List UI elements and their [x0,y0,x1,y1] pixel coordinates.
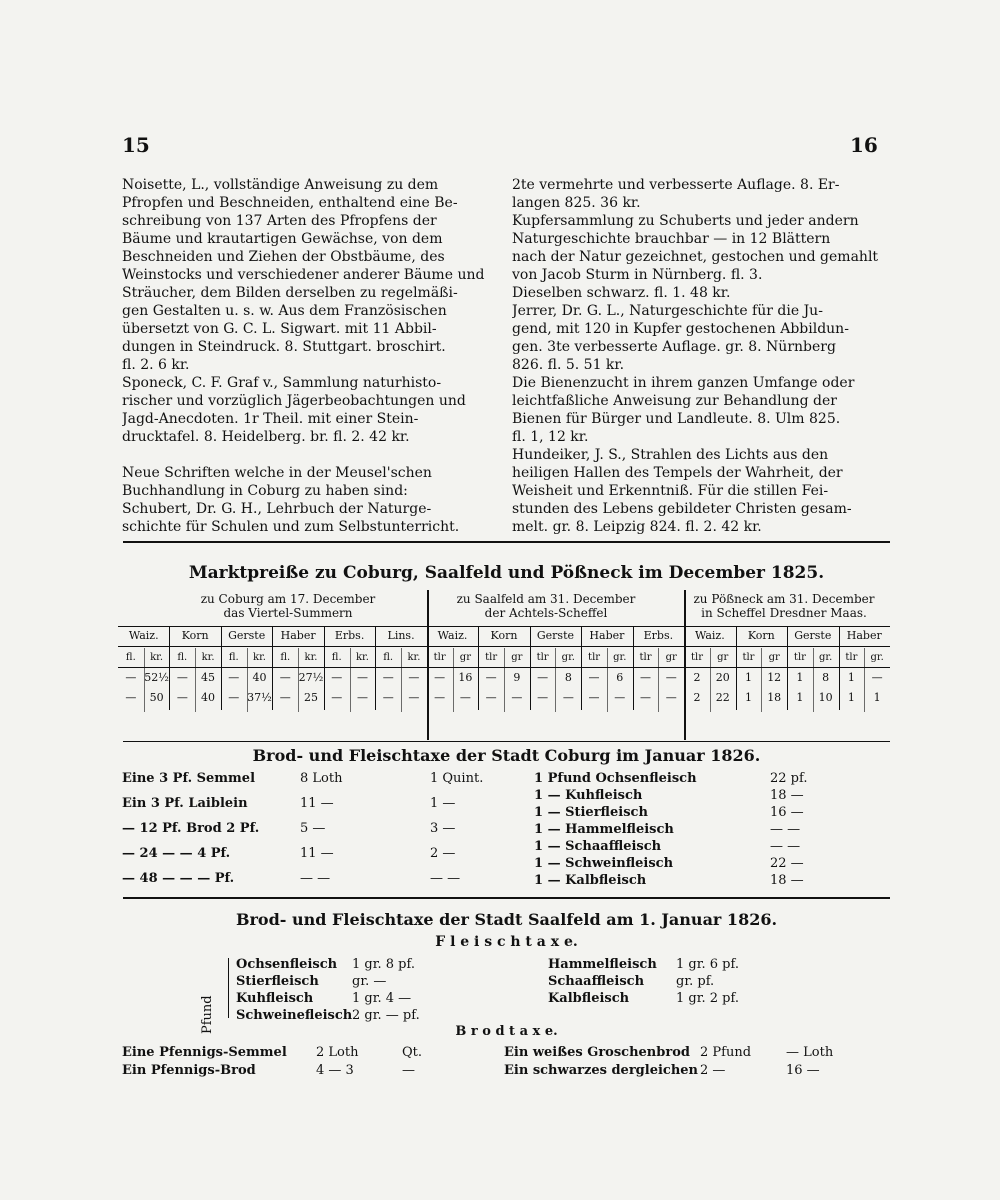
price-cell: 16 [458,671,473,684]
unit-header: gr. [870,652,884,663]
bread-weight: 11 — [300,796,334,811]
bread-tax-heading: B r o d t a x e. [455,1024,558,1039]
price-cell: 1 [796,691,804,704]
table-line [684,590,686,740]
text-line: Neue Schriften welche in der Meusel'schen [122,465,432,481]
table-line [736,626,737,710]
page-number-left: 15 [122,133,150,157]
meat-item: 1 — Schweinfleisch [534,856,674,871]
section-header: zu Pößneck am 31. December [693,592,875,606]
unit-header: gr. [561,652,575,663]
table-line [864,648,865,712]
meat-price: 22 pf. [770,771,808,786]
unit-header: gr. [819,652,833,663]
unit-header: fl. [280,652,291,663]
grain-header: Korn [747,629,775,642]
bread-weight: 11 — [300,846,334,861]
divider-rule [123,741,890,742]
bread-weight: 8 Loth [300,771,343,786]
table-line [221,626,222,710]
table-line [504,648,505,712]
meat-item: Ochsenfleisch [236,957,338,972]
text-line: Buchhandlung in Coburg zu haben sind: [122,483,408,499]
unit-header: fl. [331,652,342,663]
table-line [555,648,556,712]
price-cell: — [331,671,343,684]
text-line: Bienen für Bürger und Landleute. 8. Ulm 825. [512,411,841,427]
table-line [298,648,299,712]
grain-header: Erbs. [334,629,365,642]
grain-header: Korn [181,629,209,642]
table-line [761,648,762,712]
table-line [401,648,402,712]
table-line [581,626,582,710]
price-cell: — [382,671,394,684]
price-cell: 25 [303,691,318,704]
divider-rule [123,541,890,543]
unit-header: tlr [588,652,601,663]
bread-item: — 48 — — — Pf. [122,871,235,886]
table-line [144,648,145,712]
price-cell: — [459,691,471,704]
text-line: gend, mit 120 in Kupfer gestochenen Abbildun- [512,321,849,337]
meat-price: 16 — [770,805,804,820]
meat-price: 18 — [770,873,804,888]
text-line: Schubert, Dr. G. H., Lehrbuch der Naturge- [122,501,432,517]
unit-header: fl. [125,652,136,663]
price-cell: 18 [767,691,782,704]
grain-header: Haber [280,629,316,642]
price-cell: — [279,691,291,704]
table-line [427,590,429,740]
meat-item: 1 — Kuhfleisch [534,788,643,803]
unit-header: kr. [201,652,215,663]
text-line: schreibung von 137 Arten des Pfropfens der [122,213,437,229]
price-cell: 27½ [298,671,324,684]
bread-weight: 2 — [700,1063,726,1078]
text-line: übersetzt von G. C. L. Sigwart. mit 11 Abbil- [122,321,437,337]
meat-item: 1 Pfund Ochsenfleisch [534,771,697,786]
price-cell: 8 [564,671,572,684]
price-cell: — [562,691,574,704]
price-cell: — [485,671,497,684]
meat-price: gr. — [352,974,387,989]
meat-item: Stierfleisch [236,974,319,989]
price-cell: 12 [767,671,782,684]
bread-item: Ein weißes Groschenbrod [504,1045,690,1060]
market-title: Marktpreiße zu Coburg, Saalfeld und Pößneck im December 1825. [188,563,825,583]
grain-header: Erbs. [643,629,674,642]
price-cell: 2 [693,671,701,684]
table-line [478,626,479,710]
text-line: Sponeck, C. F. Graf v., Sammlung naturhisto- [122,375,442,391]
price-cell: — [434,671,446,684]
section-subheader: in Scheffel Dresdner Maas. [701,606,867,620]
bread-quint: 1 Quint. [430,771,484,786]
price-cell: — [665,671,677,684]
bread-quint: 3 — [430,821,456,836]
text-line: von Jacob Sturm in Nürnberg. fl. 3. [512,267,763,283]
text-line: Sträucher, dem Bilden derselben zu regelmäßi- [122,285,458,301]
bread-item: — 24 — — 4 Pf. [122,846,231,861]
unit-header: gr [459,652,471,663]
grain-header: Waiz. [437,629,468,642]
price-cell: 9 [513,671,521,684]
price-cell: 6 [616,671,624,684]
grain-header: Haber [846,629,882,642]
text-line: leichtfaßliche Anweisung zur Behandlung der [512,393,837,409]
text-line: Jerrer, Dr. G. L., Naturgeschichte für die Ju- [512,303,823,319]
table-line [247,648,248,712]
section-header: zu Coburg am 17. December [200,592,376,606]
meat-item: 1 — Schaaffleisch [534,839,662,854]
grain-header: Haber [589,629,625,642]
text-line: stunden des Lebens gebildeter Christen gesam- [512,501,852,517]
left-column [122,176,502,536]
meat-item: 1 — Stierfleisch [534,805,648,820]
table-line [710,648,711,712]
price-cell: — [408,671,420,684]
price-cell: 20 [715,671,730,684]
unit-header: tlr [793,652,806,663]
bread-quint: Qt. [402,1045,423,1060]
meat-price: gr. pf. [676,974,715,989]
text-line: drucktafel. 8. Heidelberg. br. fl. 2. 42 kr. [122,429,410,445]
price-cell: — [356,671,368,684]
meat-item: Kuhfleisch [236,991,314,1006]
table-line [787,626,788,710]
table-line [169,626,170,710]
meat-price: 2 gr. — pf. [352,1008,420,1023]
unit-header: tlr [639,652,652,663]
meat-price: — — [770,839,801,854]
table-line [118,626,890,627]
table-line [453,648,454,712]
unit-header: tlr [742,652,755,663]
bread-weight: — — [300,871,331,886]
text-line: Kupfersammlung zu Schuberts und jeder andern [512,213,859,229]
price-cell: — [125,691,137,704]
brace-line [228,958,229,1018]
meat-item: 1 — Hammelfleisch [534,822,674,837]
grain-header: Gerste [228,629,266,642]
price-cell: 1 [847,671,855,684]
price-cell: 40 [201,691,216,704]
table-line [195,648,196,712]
unit-header: kr. [304,652,318,663]
text-line: dungen in Steindruck. 8. Stuttgart. broschirt. [122,339,446,355]
bread-item: — 12 Pf. Brod 2 Pf. [122,821,260,836]
unit-header: fl. [177,652,188,663]
price-cell: — [537,671,549,684]
unit-header: gr [665,652,677,663]
table-line [350,648,351,712]
bread-item: Ein schwarzes dergleichen [504,1063,699,1078]
unit-header: fl. [383,652,394,663]
meat-tax-heading: F l e i s c h t a x e. [435,934,578,950]
saalfeld-tax-title: Brod- und Fleischtaxe der Stadt Saalfeld am 1. Januar 1826. [235,910,778,929]
text-line: heiligen Hallen des Tempels der Wahrheit, der [512,465,843,481]
text-line [122,446,502,464]
text-line: 2te vermehrte und verbesserte Auflage. 8. Er- [512,177,840,193]
price-cell: — [588,671,600,684]
price-cell: — [176,691,188,704]
table-line [324,626,325,710]
grain-header: Waiz. [128,629,159,642]
unit-header: fl. [228,652,239,663]
unit-header: gr. [613,652,627,663]
price-cell: 8 [822,671,830,684]
price-cell: — [176,671,188,684]
text-line: Weisheit und Erkenntniß. Für die stillen Fei- [512,483,829,499]
divider-rule [123,897,890,899]
text-line: Jagd-Anecdoten. 1r Theil. mit einer Stein- [122,411,419,427]
text-line: Dieselben schwarz. fl. 1. 48 kr. [512,285,731,301]
text-line: nach der Natur gezeichnet, gestochen und gemahlt [512,249,879,265]
text-line: Weinstocks und verschiedener anderer Bäume und [122,267,485,283]
price-cell: — [408,691,420,704]
price-cell: 37½ [247,691,272,704]
unit-header: gr [717,652,729,663]
table-line [530,626,531,710]
bread-item: Ein 3 Pf. Laiblein [122,796,248,811]
unit-header: tlr [536,652,549,663]
text-line: fl. 2. 6 kr. [122,357,190,373]
meat-item: Kalbfleisch [548,991,630,1006]
text-line: gen Gestalten u. s. w. Aus dem Französischen [122,303,447,319]
price-cell: — [228,691,240,704]
market-price-table [118,590,890,740]
meat-item: 1 — Kalbfleisch [534,873,647,888]
price-cell: — [228,671,240,684]
price-cell: 50 [149,691,164,704]
price-cell: — [331,691,343,704]
unit-header: kr. [253,652,266,663]
text-line: Hundeiker, J. S., Strahlen des Lichts aus den [512,447,829,463]
text-line: Pfropfen und Beschneiden, enthaltend eine Be- [122,195,458,211]
bread-item: Eine 3 Pf. Semmel [122,771,256,786]
price-cell: — [279,671,291,684]
price-cell: 1 [873,691,881,704]
meat-price: 1 gr. 8 pf. [352,957,415,972]
bread-weight: 5 — [300,821,326,836]
price-cell: — [588,691,600,704]
grain-header: Korn [490,629,518,642]
unit-header: kr. [150,652,164,663]
meat-item: Hammelfleisch [548,957,657,972]
unit-header: tlr [690,652,703,663]
price-cell: — [537,691,549,704]
text-line: Bäume und krautartigen Gewächse, von dem [122,231,443,247]
text-line: fl. 1, 12 kr. [512,429,589,445]
meat-item: Schweinefleisch [236,1008,353,1023]
grain-header: Lins. [387,629,415,642]
price-cell: 10 [818,691,833,704]
unit-header: gr [511,652,523,663]
table-line [813,648,814,712]
table-line [607,648,608,712]
meat-price: 1 gr. 4 — [352,991,412,1006]
section-subheader: der Achtels-Scheffel [484,606,608,620]
bread-quint: — [402,1063,415,1078]
bread-item: Ein Pfennigs-Brod [122,1063,256,1078]
text-line: schichte für Schulen und zum Selbstunterricht. [122,519,460,535]
unit-header: kr. [355,652,369,663]
price-cell: — [382,691,394,704]
table-line [272,626,273,710]
price-cell: — [665,691,677,704]
pfund-label: Pfund [200,995,215,1034]
table-line [658,648,659,712]
price-cell: — [640,671,652,684]
unit-header: tlr [485,652,498,663]
grain-header: Gerste [536,629,575,642]
price-cell: — [614,691,626,704]
text-line: Die Bienenzucht in ihrem ganzen Umfange oder [512,375,855,391]
text-line: langen 825. 36 kr. [512,195,641,211]
price-cell: — [125,671,137,684]
bread-item: Eine Pfennigs-Semmel [122,1045,287,1060]
meat-price: 1 gr. 6 pf. [676,957,739,972]
text-line: rischer und vorzüglich Jägerbeobachtungen und [122,393,466,409]
price-cell: 52½ [144,671,169,684]
meat-price: 1 gr. 2 pf. [676,991,739,1006]
text-line: Beschneiden und Ziehen der Obstbäume, des [122,249,445,265]
bread-quint: — — [430,871,461,886]
bread-weight: 4 — 3 [316,1063,354,1078]
table-line [118,646,890,647]
section-header: zu Saalfeld am 31. December [456,592,636,606]
bread-quint: 1 — [430,796,456,811]
text-line: Noisette, L., vollständige Anweisung zu dem [122,177,439,193]
meat-item: Schaaffleisch [548,974,645,989]
price-cell: 40 [252,671,267,684]
page-number-right: 16 [850,133,878,157]
bread-weight: 2 Pfund [700,1045,752,1060]
price-cell: — [485,691,497,704]
price-cell: — [356,691,368,704]
price-cell: — [640,691,652,704]
meat-price: 18 — [770,788,804,803]
price-cell: 22 [715,691,730,704]
meat-price: — — [770,822,801,837]
right-column [512,176,894,536]
grain-header: Waiz. [694,629,725,642]
price-cell: 1 [847,691,855,704]
text-line: Naturgeschichte brauchbar — in 12 Blättern [512,231,831,247]
price-cell: 1 [744,671,752,684]
price-cell: 1 [796,671,804,684]
price-cell: 45 [201,671,216,684]
unit-header: kr. [407,652,421,663]
price-cell: — [871,671,883,684]
unit-header: gr [768,652,780,663]
coburg-tax-title: Brod- und Fleischtaxe der Stadt Coburg im Januar 1826. [252,746,761,765]
price-cell: 2 [693,691,701,704]
unit-header: tlr [433,652,446,663]
price-cell: 1 [744,691,752,704]
text-line: 826. fl. 5. 51 kr. [512,357,625,373]
text-line: gen. 3te verbesserte Auflage. gr. 8. Nürnberg [512,339,836,355]
text-line: melt. gr. 8. Leipzig 824. fl. 2. 42 kr. [512,519,762,535]
unit-header: tlr [845,652,858,663]
grain-header: Gerste [794,629,832,642]
bread-loth: — Loth [786,1045,834,1060]
price-cell: — [434,691,446,704]
table-line [839,626,840,710]
price-cell: — [511,691,523,704]
meat-price: 22 — [770,856,804,871]
bread-weight: 2 Loth [316,1045,359,1060]
section-subheader: das Viertel-Summern [223,606,353,620]
table-line [633,626,634,710]
bread-loth: 16 — [786,1063,820,1078]
table-line [375,626,376,710]
bread-quint: 2 — [430,846,456,861]
